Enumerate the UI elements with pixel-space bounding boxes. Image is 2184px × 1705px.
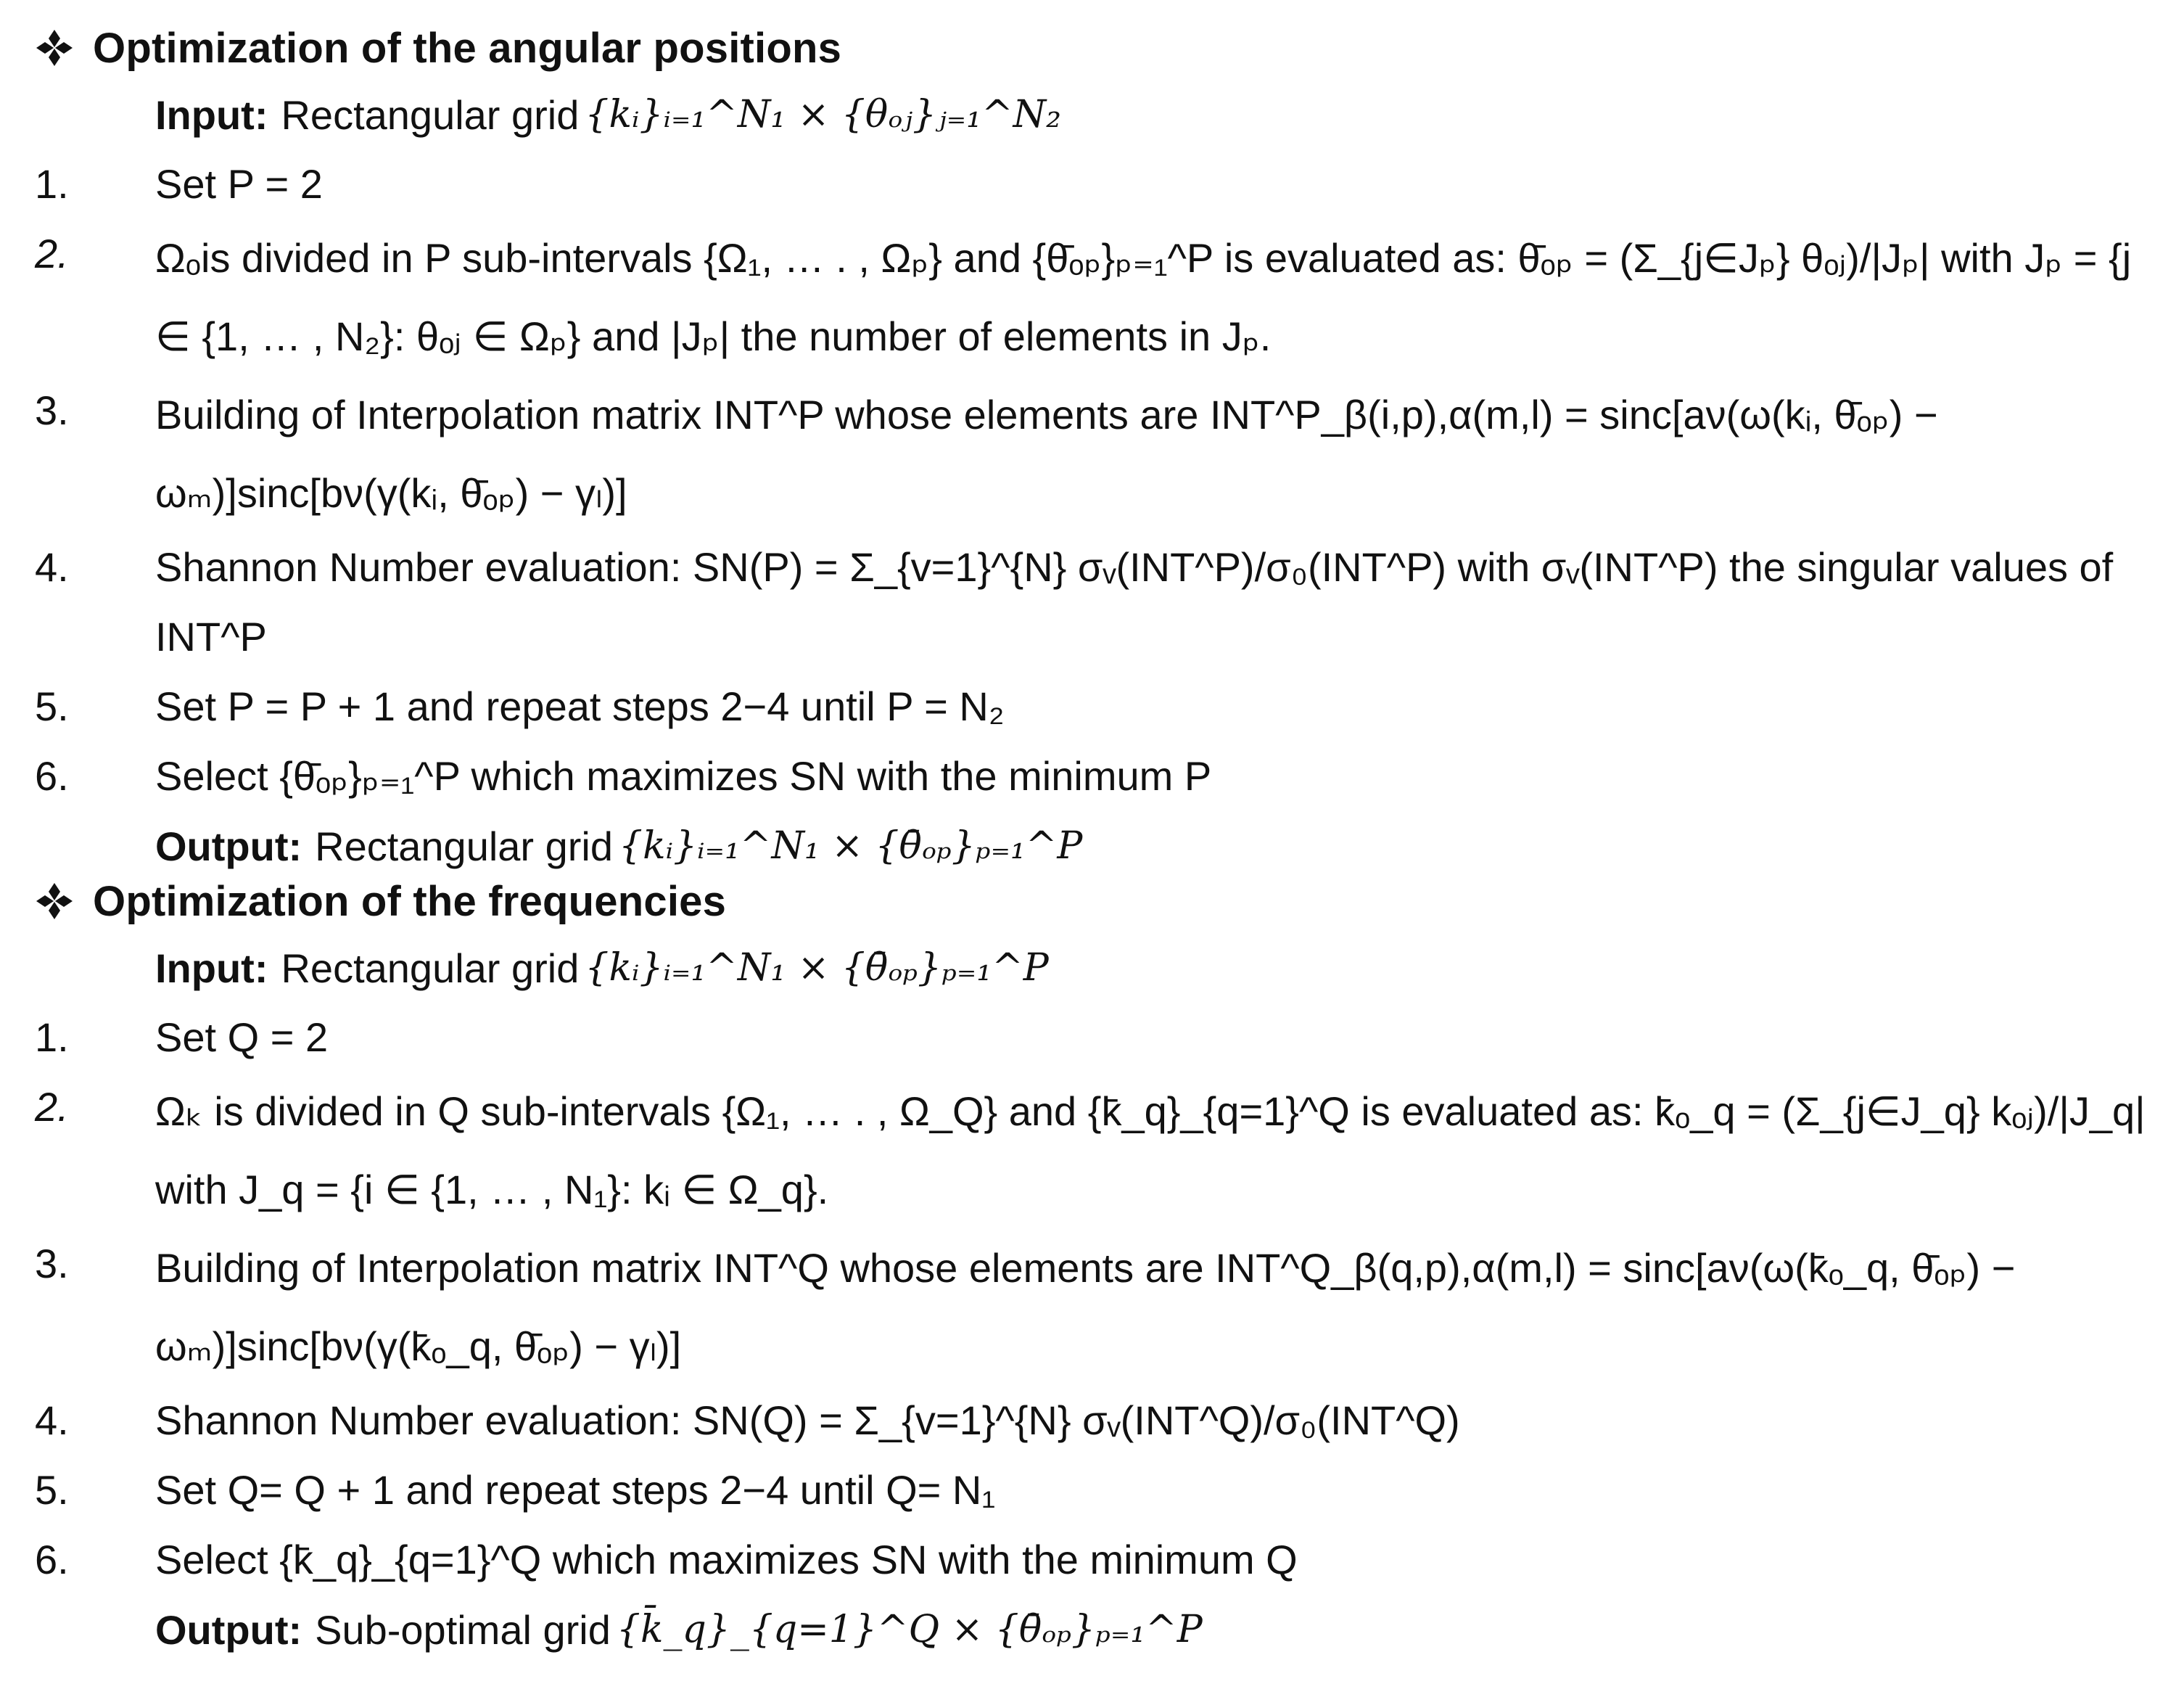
frequency-step-3 xyxy=(35,1229,2167,1386)
step-number: 5. xyxy=(35,1467,69,1513)
step-text: Shannon Number evaluation: SN(P) = Σ_{v=1}^{N} σᵥ(INT^P)/σ₀(INT^P) with σᵥ(INT^P) the singular values of INT^P xyxy=(155,544,2114,660)
frequency-step-6 xyxy=(35,1525,2167,1595)
angular-input-line xyxy=(155,80,2167,149)
step-number: 1. xyxy=(35,161,69,207)
step-number: 5. xyxy=(35,683,69,729)
angular-step-3 xyxy=(35,376,2167,533)
angular-section-title: Optimization of the angular positions xyxy=(93,24,842,72)
frequency-step-4 xyxy=(35,1386,2167,1455)
input-text: Rectangular grid xyxy=(281,945,580,991)
output-label: Output: xyxy=(155,1606,302,1653)
step-text: Ωₖ is divided in Q sub-intervals {Ω₁, … . , Ω_Q} and {k̄_q}_{q=1}^Q is evaluated as: k̄ₒ_q = (Σ_{j∈J_q} kₒⱼ)/|J_q| with J_q = {i ∈ {1, … , N₁}: kᵢ ∈ Ω_q}. xyxy=(155,1088,2146,1212)
output-math: {k̄_q}_{q=1}^Q × {θ̄ₒₚ}ₚ₌₁^P xyxy=(616,1608,1203,1651)
output-math: {kᵢ}ᵢ₌₁^N₁ × {θ̄ₒₚ}ₚ₌₁^P xyxy=(619,824,1083,868)
frequency-section-heading xyxy=(35,869,2167,933)
output-label: Output: xyxy=(155,823,302,869)
input-text: Rectangular grid xyxy=(281,91,580,138)
angular-step-2 xyxy=(35,219,2167,376)
frequency-optimization-section xyxy=(35,869,2167,1664)
step-number: 6. xyxy=(35,753,69,799)
output-text: Rectangular grid xyxy=(315,823,614,869)
input-label: Input: xyxy=(155,945,268,991)
step-text: Select {θ̄ₒₚ}ₚ₌₁^P which maximizes SN with the minimum P xyxy=(155,753,1212,799)
frequency-step-2 xyxy=(35,1072,2167,1229)
input-label: Input: xyxy=(155,91,268,138)
step-number: 3. xyxy=(35,387,69,433)
angular-step-5 xyxy=(35,672,2167,741)
step-number: 1. xyxy=(35,1014,69,1060)
diamond-bullet-icon xyxy=(35,28,74,67)
frequency-step-5 xyxy=(35,1455,2167,1525)
step-text: Building of Interpolation matrix INT^Q whose elements are INT^Q_β(q,p),α(m,l) = sinc[aν(ω(k̄ₒ_q, θ̄ₒₚ) − ωₘ)]sinc[bν(γ(k̄ₒ_q, θ̄ₒₚ) − γₗ)] xyxy=(155,1245,2016,1369)
input-math: {kᵢ}ᵢ₌₁^N₁ × {θ̄ₒₚ}ₚ₌₁^P xyxy=(585,946,1049,990)
step-text: Building of Interpolation matrix INT^P whose elements are INT^P_β(i,p),α(m,l) = sinc[aν(ω(kᵢ, θ̄ₒₚ) − ωₘ)]sinc[bν(γ(kᵢ, θ̄ₒₚ) − γₗ)] xyxy=(155,392,1938,516)
angular-step-1 xyxy=(35,149,2167,219)
frequency-section-title: Optimization of the frequencies xyxy=(93,877,727,925)
diamond-bullet-icon xyxy=(35,882,74,921)
step-text: Set Q= Q + 1 and repeat steps 2−4 until Q= N₁ xyxy=(155,1467,996,1513)
step-number: 6. xyxy=(35,1537,69,1582)
step-text: Select {k̄_q}_{q=1}^Q which maximizes SN with the minimum Q xyxy=(155,1537,1298,1582)
step-number: 4. xyxy=(35,544,69,590)
frequency-output-line xyxy=(155,1595,2167,1664)
input-math: {kᵢ}ᵢ₌₁^N₁ × {θₒⱼ}ⱼ₌₁^N₂ xyxy=(585,93,1062,136)
step-text: Ωₒis divided in P sub-intervals {Ω₁, … . , Ωₚ} and {θ̄ₒₚ}ₚ₌₁^P is evaluated as: θ̄ₒₚ = (Σ_{j∈Jₚ} θₒⱼ)/|Jₚ| with Jₚ = {j ∈ {1, … , N₂}: θₒⱼ ∈ Ωₚ} and |Jₚ| the number of elements in Jₚ. xyxy=(155,235,2132,359)
step-number: 2. xyxy=(35,231,69,276)
angular-optimization-section xyxy=(35,16,2167,881)
frequency-step-1 xyxy=(35,1003,2167,1072)
step-number: 4. xyxy=(35,1397,69,1443)
frequency-input-line xyxy=(155,933,2167,1003)
step-number: 3. xyxy=(35,1241,69,1286)
step-text: Shannon Number evaluation: SN(Q) = Σ_{v=1}^{N} σᵥ(INT^Q)/σ₀(INT^Q) xyxy=(155,1397,1460,1443)
step-text: Set Q = 2 xyxy=(155,1014,329,1060)
angular-section-heading xyxy=(35,16,2167,80)
output-text: Sub-optimal grid xyxy=(315,1606,611,1653)
angular-step-6 xyxy=(35,741,2167,811)
angular-step-4 xyxy=(35,533,2167,672)
step-number: 2. xyxy=(35,1084,69,1130)
step-text: Set P = 2 xyxy=(155,161,323,207)
step-text: Set P = P + 1 and repeat steps 2−4 until P = N₂ xyxy=(155,683,1005,729)
